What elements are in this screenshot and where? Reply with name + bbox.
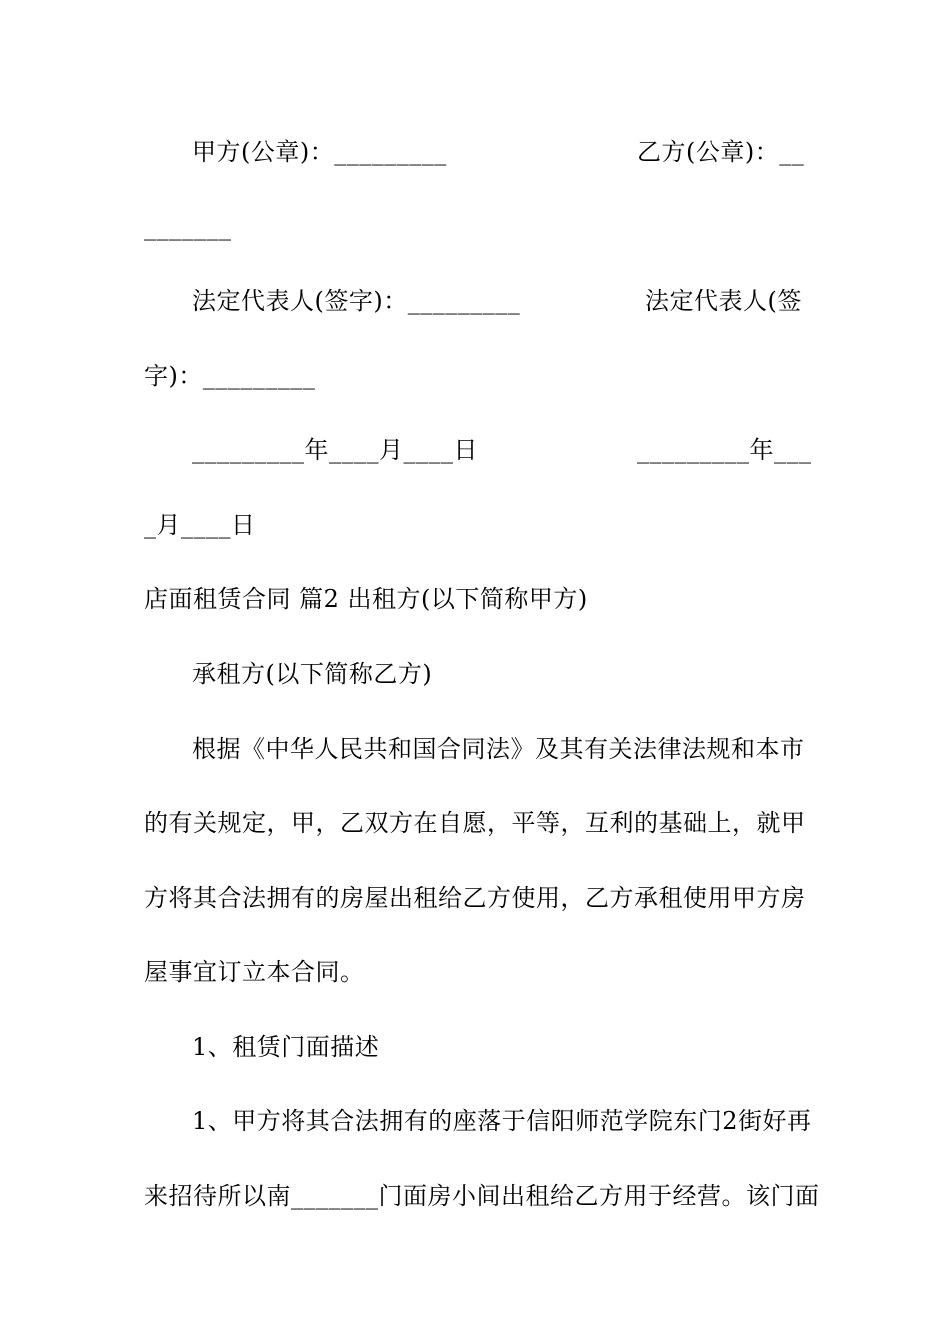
- party-b-representative-continuation: 字)：_________: [144, 362, 316, 390]
- party-b-seal-continuation: _______: [144, 213, 232, 241]
- paragraph-line: 屋事宜订立本合同。: [144, 958, 365, 986]
- section1-item1-line: 来招待所以南_______门面房小间出租给乙方用于经营。该门面: [144, 1182, 820, 1210]
- paragraph-line: 根据《中华人民共和国合同法》及其有关法律法规和本市: [192, 735, 805, 763]
- party-b-date-line: _________年___: [637, 436, 812, 464]
- section1-title: 1、租赁门面描述: [192, 1033, 380, 1061]
- lessee-line: 承租方(以下简称乙方): [192, 660, 433, 688]
- party-a-seal-line: 甲方(公章)：_________: [192, 138, 447, 166]
- party-b-seal-line: 乙方(公章)：__: [637, 138, 805, 166]
- party-a-representative-line: 法定代表人(签字)：_________: [192, 287, 521, 315]
- party-b-representative-line: 法定代表人(签: [645, 287, 802, 315]
- paragraph-line: 方将其合法拥有的房屋出租给乙方使用，乙方承租使用甲方房: [144, 884, 806, 912]
- party-a-date-line: _________年____月____日: [192, 436, 478, 464]
- party-b-date-continuation: _月____日: [144, 511, 256, 539]
- section1-item1-line: 1、甲方将其合法拥有的座落于信阳师范学院东门2街好再: [192, 1107, 812, 1135]
- contract2-heading: 店面租赁合同 篇2 出租方(以下简称甲方): [144, 585, 588, 613]
- paragraph-line: 的有关规定，甲，乙双方在自愿，平等，互利的基础上，就甲: [144, 809, 806, 837]
